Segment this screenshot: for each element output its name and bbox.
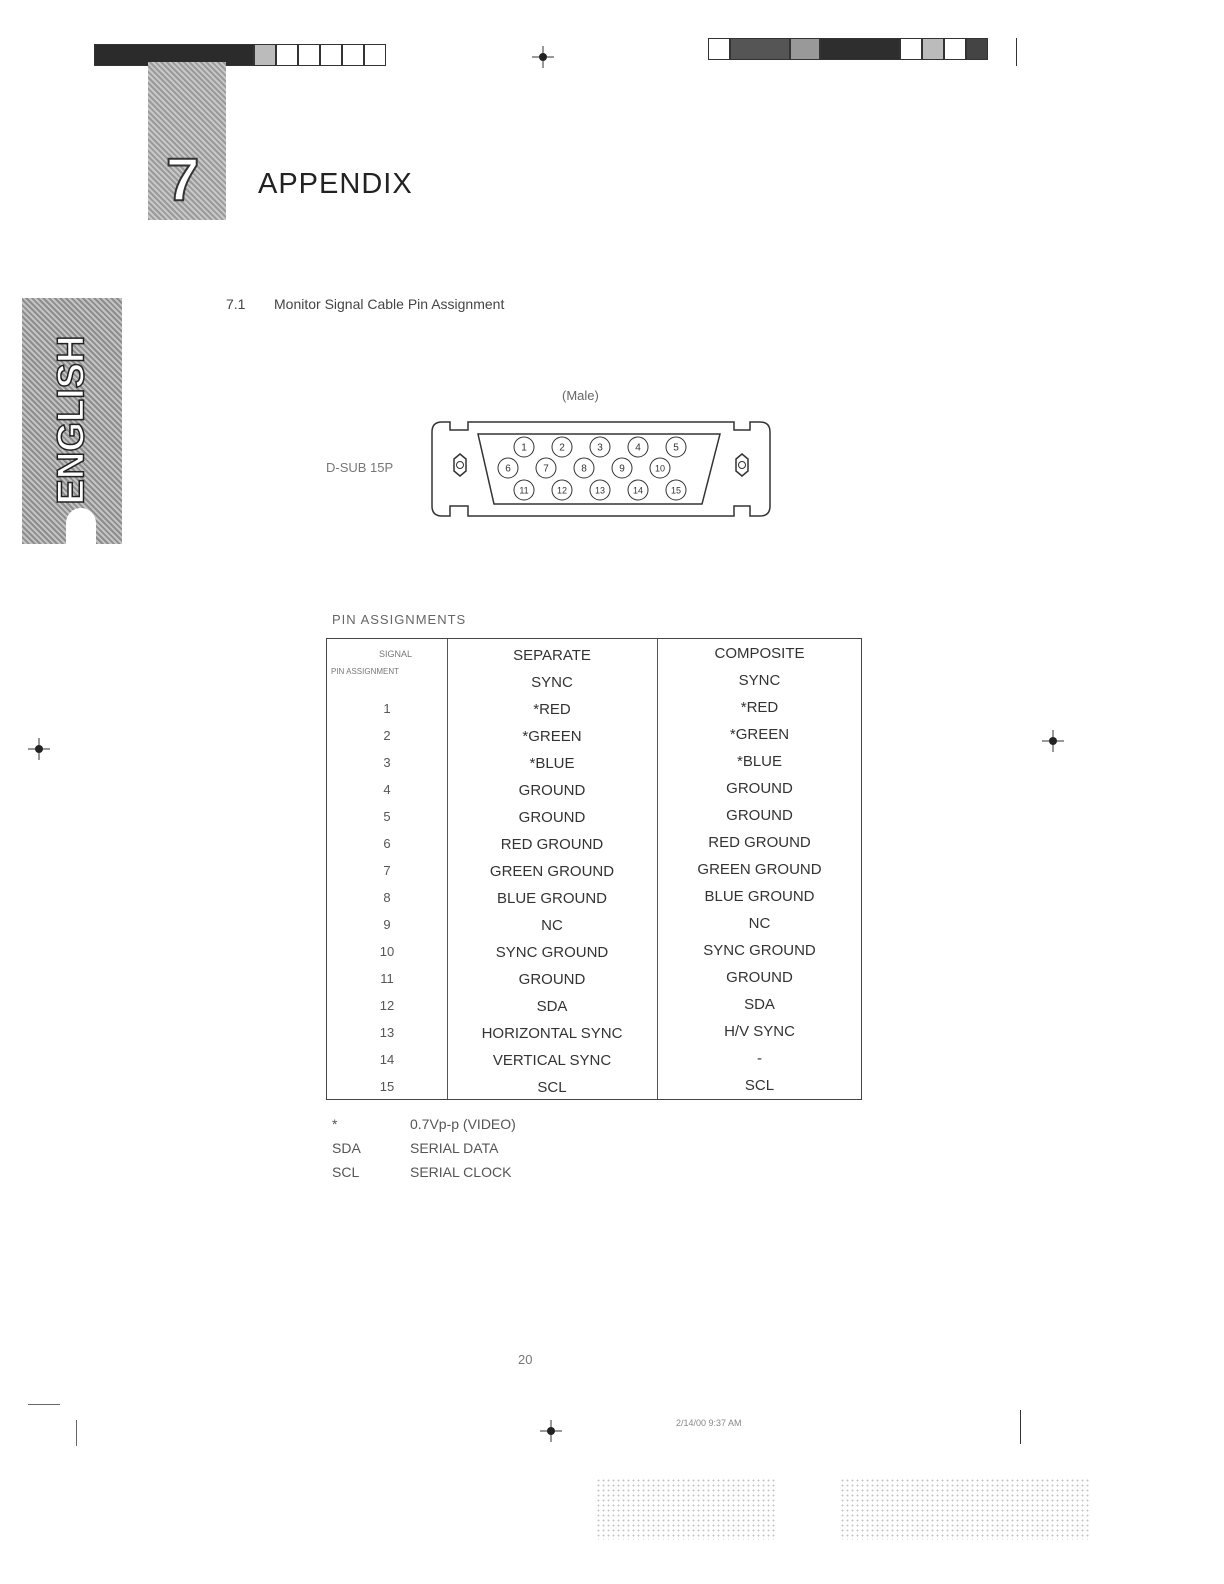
registration-bar-left [94,44,386,66]
separate-signal-cell: RED GROUND [500,836,604,853]
language-tab-label: ENGLISH [50,335,93,505]
pin-number-cell: 11 [380,971,394,986]
legend-value: SERIAL DATA [410,1140,499,1156]
separate-signal-cell: SDA [536,998,568,1015]
section-heading [226,296,504,312]
pin-number: 15 [670,485,682,496]
mount-nut-right [736,454,748,476]
connector-label: D-SUB 15P [326,460,394,475]
pin-number: 14 [632,485,644,496]
composite-signal-cell: BLUE GROUND [704,888,815,905]
separate-signal-cell: HORIZONTAL SYNC [481,1025,623,1042]
separate-signal-cell: GROUND [518,971,586,988]
crosshair-icon [532,46,554,68]
pin-number-cell: 1 [383,701,391,716]
column-header-composite: COMPOSITE [714,645,805,662]
pin-number: 4 [635,442,641,454]
pin-number: 1 [521,442,527,454]
composite-signal-cell: *RED [740,699,779,716]
composite-signal-cell: SCL [744,1077,775,1094]
composite-signal-cell: GROUND [726,969,793,986]
pin-group [498,437,686,500]
separate-signal-cell: BLUE GROUND [496,890,608,907]
legend-key: SCL [332,1164,360,1180]
sync-label-composite: SYNC [738,672,781,689]
separate-signal-cell: GROUND [518,809,586,826]
pin-number: 5 [673,442,679,454]
separate-signal-cell: SYNC GROUND [495,944,609,961]
composite-signal-cell: NC [748,915,771,932]
composite-signal-cell: GREEN GROUND [697,861,822,878]
pin-number: 9 [619,463,625,475]
composite-signal-cell: H/V SYNC [724,1023,795,1040]
mount-hole-right [739,462,746,469]
crosshair-icon [540,1420,562,1442]
composite-signal-cell: SYNC GROUND [703,942,816,959]
pin-number: 11 [519,485,529,496]
pin-number: 10 [654,463,666,474]
scan-noise [840,1478,1090,1540]
legend-key: SDA [332,1140,361,1156]
pin-number-cell: 10 [379,944,395,959]
composite-signal-cell: SDA [744,996,775,1013]
composite-signal-cell: GROUND [726,807,793,824]
legend-item [332,1164,511,1180]
pin-number-cell: 2 [383,728,391,743]
chapter-title: APPENDIX [258,168,413,200]
pin-number-cell: 12 [379,998,395,1013]
pin-number-cell: 7 [383,863,391,878]
legend-value: SERIAL CLOCK [410,1164,512,1180]
pin-assignment-table [326,638,862,1100]
separate-signal-cell: *RED [533,701,571,718]
separate-signal-cell: GREEN GROUND [489,863,615,880]
legend-key: * [332,1116,338,1132]
dsub-connector-diagram [428,416,774,522]
separate-signal-cell: *GREEN [522,728,582,745]
footer-timestamp: 2/14/00 9:37 AM [676,1418,742,1428]
margin-rule [1016,38,1017,66]
separate-signal-cell: *BLUE [529,755,575,772]
separate-signal-cell: GROUND [518,782,586,799]
scan-noise [596,1478,776,1540]
pin-number-cell: 14 [379,1052,395,1067]
mount-nut-left [454,454,466,476]
registration-bar-right [708,38,988,60]
pin-number: 6 [505,463,511,475]
legend-item [332,1116,516,1132]
page-number: 20 [518,1352,533,1367]
section-number: 7.1 [226,296,246,312]
sync-label-separate: SYNC [531,674,573,691]
crosshair-icon [28,738,50,760]
pin-number-cell: 3 [383,755,391,770]
composite-signal-cell: *GREEN [729,726,790,743]
pin-number: 2 [559,442,565,454]
separate-signal-cell: NC [541,917,563,934]
pin-number-cell: 8 [383,890,391,905]
composite-signal-cell: GROUND [726,780,793,797]
pin-number: 3 [597,442,603,454]
separate-signal-cell: SCL [537,1079,567,1096]
pin-number: 7 [543,463,549,475]
composite-signal-cell: RED GROUND [708,834,811,851]
pin-number-cell: 5 [383,809,391,824]
margin-rule [1020,1410,1021,1444]
language-tab-notch [66,508,96,544]
pin-number-cell: 4 [383,782,391,797]
pin-number-cell: 6 [383,836,391,851]
footer-rule [28,1404,60,1405]
chapter-number: 7 [166,146,200,213]
connector-gender: (Male) [562,388,599,403]
column-header-separate: SEPARATE [513,647,591,664]
legend-item [332,1140,498,1156]
table-caption: PIN ASSIGNMENTS [332,612,467,627]
header-signal: SIGNAL [379,649,413,659]
pin-number-cell: 15 [379,1079,395,1094]
header-pin-assignment: PIN ASSIGNMENT [331,667,400,676]
pin-number-cell: 13 [379,1025,395,1040]
composite-signal-cell: *BLUE [736,753,783,770]
composite-signal-cell: - [757,1050,762,1067]
pin-number: 13 [594,485,606,496]
pin-number: 12 [556,485,568,496]
section-title: Monitor Signal Cable Pin Assignment [274,296,505,312]
pin-number: 8 [581,463,587,475]
footer-rule [76,1420,77,1446]
separate-signal-cell: VERTICAL SYNC [492,1052,612,1069]
pin-number-cell: 9 [383,917,391,932]
crosshair-icon [1042,730,1064,752]
legend-value: 0.7Vp-p (VIDEO) [410,1116,516,1132]
mount-hole-left [457,462,464,469]
